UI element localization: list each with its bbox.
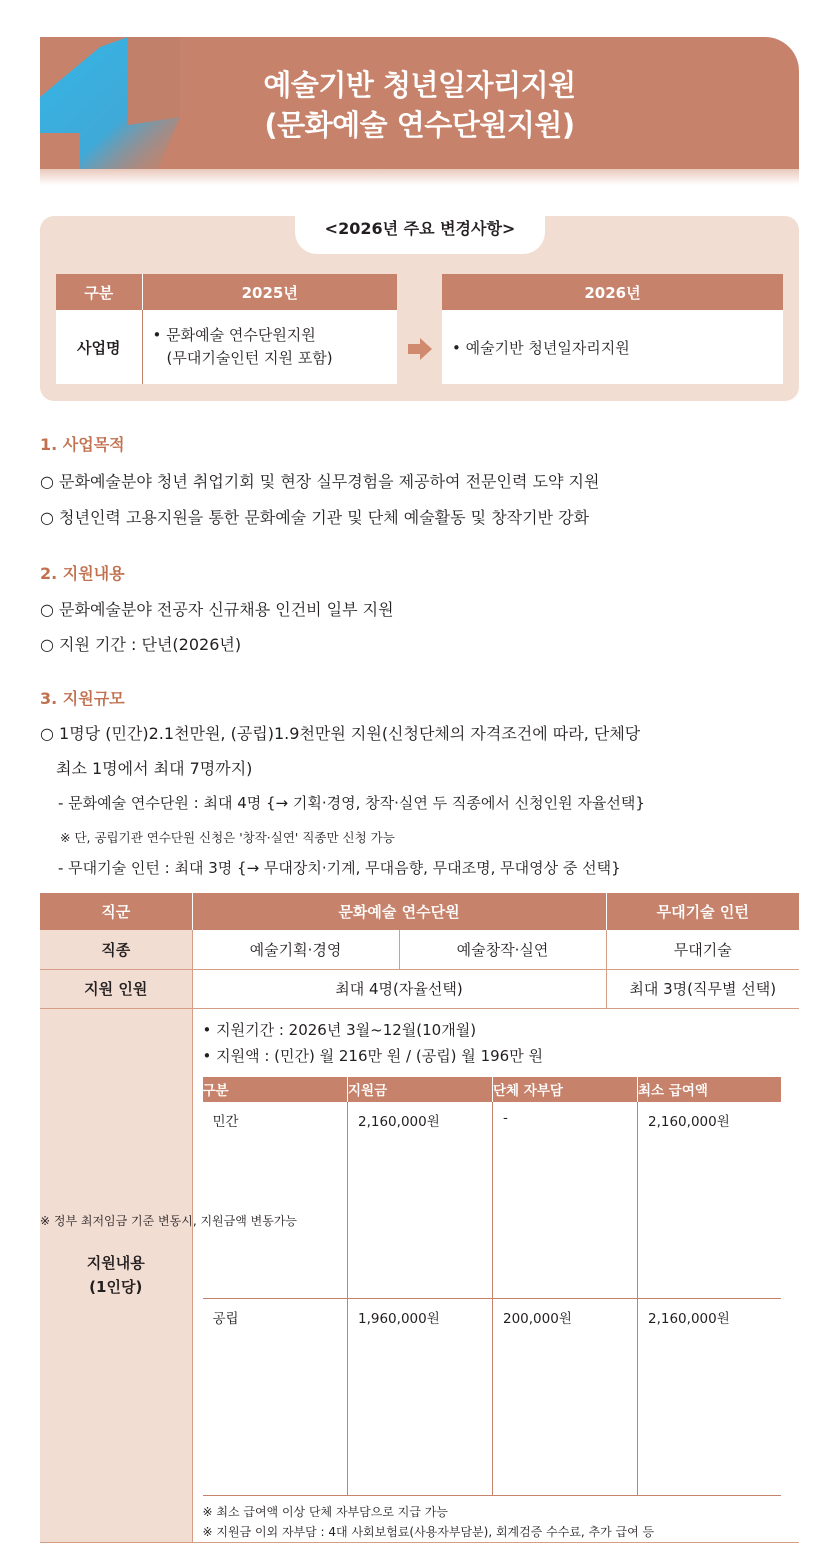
scale-note-public: ※ 단, 공립기관 연수단원 신청은 '창작·실연' 직종만 신청 가능 [60, 830, 395, 845]
inner-cell: 2,160,000원 [348, 1102, 493, 1299]
row-label-job: 직종 [40, 930, 192, 969]
cell-headcount-trainee: 최대 4명(자율선택) [192, 969, 606, 1008]
cell-2025-line1: • 문화예술 연수단원지원 [152, 326, 316, 344]
col-header-trainee: 문화예술 연수단원 [192, 893, 606, 930]
row-label-support [40, 1008, 192, 1543]
col-header-2025: 2025년 [142, 274, 397, 310]
row-label-project: 사업명 [56, 310, 142, 384]
support-period: • 지원기간 : 2026년 3월~12월(10개월) [202, 1020, 477, 1039]
support-note-1: ※ 최소 급여액 이상 단체 자부담으로 지급 가능 [202, 1505, 448, 1519]
inner-header-category: 구분 [203, 1077, 348, 1102]
support-note-2: ※ 지원금 이외 자부담 : 4대 사회보험료(사용자부담분), 회계검증 수수료, 추가 급여 등 [202, 1525, 655, 1539]
right-arrow-icon [408, 338, 432, 360]
support-label-line1: 지원내용 [86, 1254, 145, 1273]
cell-headcount-intern: 최대 3명(직무별 선택) [606, 969, 799, 1008]
content-item-2: ○ 지원 기간 : 단년(2026년) [40, 635, 242, 654]
inner-header-selfpay: 단체 자부담 [493, 1077, 638, 1102]
scale-item-1-line2: 최소 1명에서 최대 7명까지) [56, 759, 253, 778]
section-title-content: 2. 지원내용 [40, 564, 125, 583]
cell-2025-project [142, 310, 397, 384]
footnote: ※ 정부 최저임금 기준 변동시, 지원금액 변동가능 [40, 1214, 298, 1228]
banner-shadow [40, 169, 799, 185]
support-label-line2: (1인당) [89, 1278, 143, 1297]
table-row [203, 1102, 781, 1299]
inner-cell: 2,160,000원 [638, 1102, 781, 1299]
cell-job-stage: 무대기술 [606, 930, 799, 969]
col-header-intern: 무대기술 인턴 [606, 893, 799, 930]
title-line-1: 예술기반 청년일자리지원 [263, 68, 576, 102]
scale-item-1-line1: ○ 1명당 (민간)2.1천만원, (공립)1.9천만원 지원(신청단체의 자격조건에 따라, 단체당 [40, 724, 641, 743]
title-line-2: (문화예술 연수단원지원) [264, 108, 575, 142]
page-title [40, 65, 799, 145]
changes-table-2025 [56, 274, 397, 384]
inner-header-grant: 지원금 [348, 1077, 493, 1102]
content-item-1: ○ 문화예술분야 전공자 신규채용 인건비 일부 지원 [40, 600, 394, 619]
col-header-category: 구분 [56, 274, 142, 310]
support-amount-table [203, 1077, 781, 1497]
inner-cell: 200,000원 [493, 1299, 638, 1496]
inner-header-minpay: 최소 급여액 [638, 1077, 781, 1102]
section-title-scale: 3. 지원규모 [40, 689, 125, 708]
table-row [203, 1299, 781, 1496]
section-title-purpose: 1. 사업목적 [40, 435, 125, 454]
row-label-headcount: 지원 인원 [40, 969, 192, 1008]
cell-job-planning: 예술기획·경영 [192, 930, 399, 969]
inner-cell: 2,160,000원 [638, 1299, 781, 1496]
inner-cell: 1,960,000원 [348, 1299, 493, 1496]
support-amount: • 지원액 : (민간) 월 216만 원 / (공립) 월 196만 원 [202, 1046, 543, 1065]
col-header-group: 직군 [40, 893, 192, 930]
cell-job-creation: 예술창작·실연 [399, 930, 606, 969]
changes-table-2026 [442, 274, 783, 384]
col-header-2026: 2026년 [442, 274, 783, 310]
scale-sub-trainee: - 문화예술 연수단원 : 최대 4명 {→ 기획·경영, 창작·실연 두 직종에서 신청인원 자율선택} [58, 794, 645, 812]
cell-support-detail [192, 1008, 799, 1543]
cell-2026-project: • 예술기반 청년일자리지원 [442, 310, 783, 384]
scale-sub-intern: - 무대기술 인턴 : 최대 3명 {→ 무대장치·기계, 무대음향, 무대조명, 무대영상 중 선택} [58, 859, 621, 877]
inner-cell: 공립 [203, 1299, 348, 1496]
header-banner [40, 37, 799, 169]
inner-cell: 민간 [203, 1102, 348, 1299]
changes-heading: <2026년 주요 변경사항> [295, 216, 545, 254]
inner-cell: - [493, 1102, 638, 1299]
cell-2025-line2: (무대기술인턴 지원 포함) [166, 349, 333, 367]
purpose-item-2: ○ 청년인력 고용지원을 통한 문화예술 기관 및 단체 예술활동 및 창작기반 강화 [40, 508, 590, 527]
purpose-item-1: ○ 문화예술분야 청년 취업기회 및 현장 실무경험을 제공하여 전문인력 도약 지원 [40, 472, 600, 491]
